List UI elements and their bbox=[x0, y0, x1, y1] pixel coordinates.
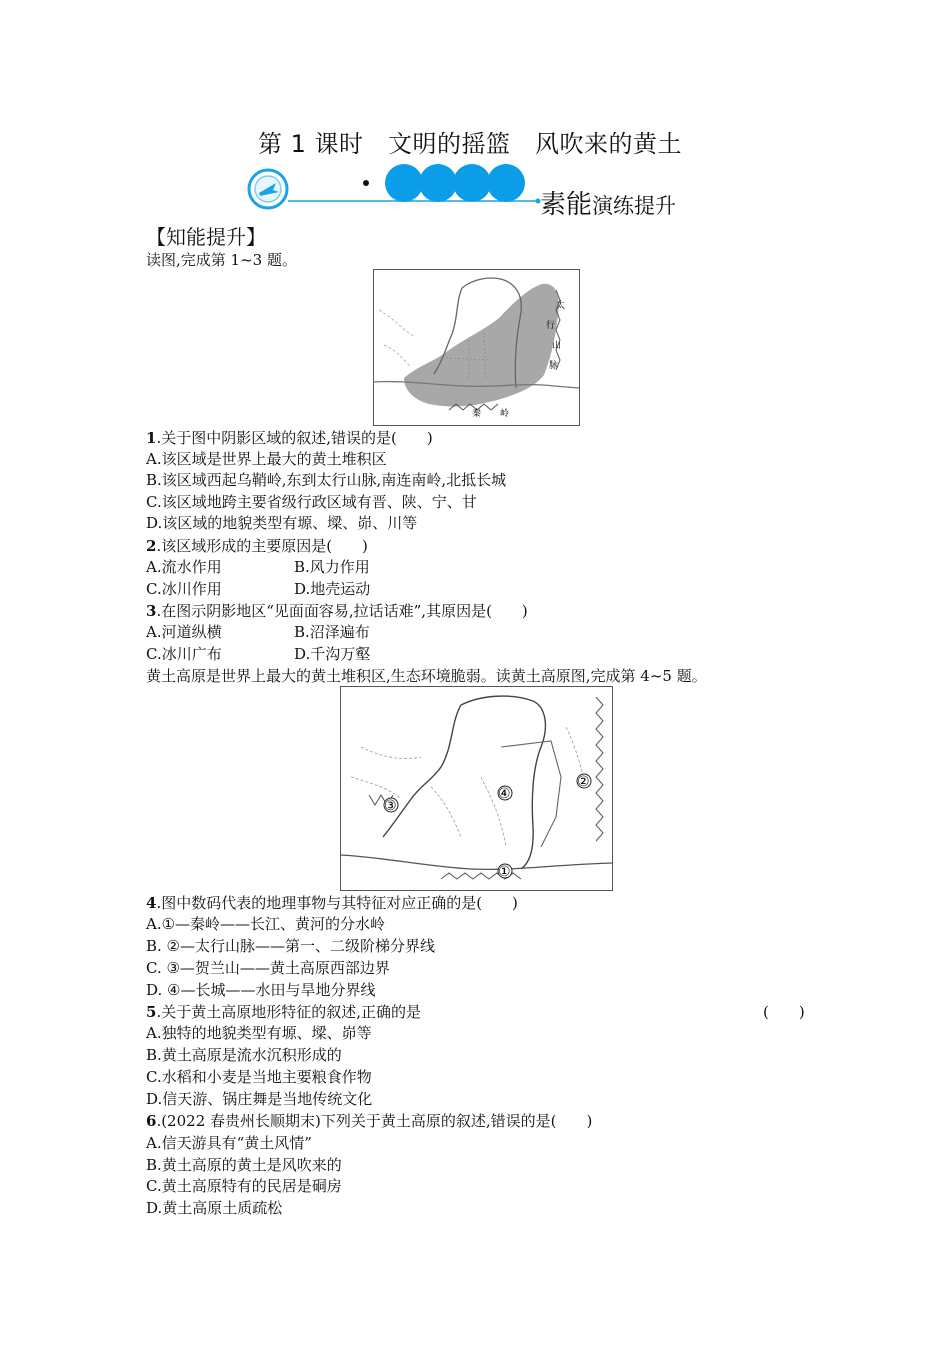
question-number: 2 bbox=[146, 537, 157, 555]
map1-label: 山 bbox=[552, 341, 562, 351]
question-stem: .图中数码代表的地理事物与其特征对应正确的是( ) bbox=[156, 894, 518, 912]
option: C.水稻和小麦是当地主要粮食作物 bbox=[146, 1068, 372, 1086]
option: D.千沟万壑 bbox=[294, 645, 371, 663]
option: B. ②—太行山脉——第一、二级阶梯分界线 bbox=[146, 937, 436, 955]
section-title: 【知能提升】 bbox=[146, 225, 266, 249]
question-6 bbox=[146, 1111, 592, 1131]
option: D. ④—长城——水田与旱地分界线 bbox=[146, 981, 376, 999]
question-number: 3 bbox=[146, 602, 157, 620]
option: C. ③—贺兰山——黄土高原西部边界 bbox=[146, 959, 390, 977]
option: C.冰川广布 bbox=[146, 645, 222, 663]
option: D.该区域的地貌类型有塬、墚、峁、川等 bbox=[146, 514, 418, 532]
map1-label: 太 bbox=[556, 301, 566, 311]
question-stem: .在图示阴影地区“见面面容易,拉话话难”,其原因是( ) bbox=[156, 602, 528, 620]
question-number: 6 bbox=[146, 1112, 157, 1130]
map1-label: 岭 bbox=[500, 409, 510, 419]
option: B.黄土高原的黄土是风吹来的 bbox=[146, 1156, 342, 1174]
option: A.河道纵横 bbox=[146, 623, 222, 641]
question-number: 4 bbox=[146, 894, 157, 912]
map1-label: 脉 bbox=[549, 361, 559, 371]
option: B.风力作用 bbox=[294, 558, 370, 576]
banner-label bbox=[540, 184, 676, 221]
question-stem: .(2022 春贵州长顺期末)下列关于黄土高原的叙述,错误的是( ) bbox=[156, 1112, 593, 1130]
option: C.黄土高原特有的民居是硐房 bbox=[146, 1177, 342, 1195]
map2-marker: ④ bbox=[498, 786, 511, 802]
question-stem: .该区域形成的主要原因是( ) bbox=[156, 537, 368, 555]
question-1 bbox=[146, 428, 433, 448]
option: A.①—秦岭——长江、黄河的分水岭 bbox=[146, 915, 386, 933]
loess-plateau-map-1 bbox=[373, 269, 580, 426]
page-title: 第 1 课时 文明的摇篮 风吹来的黄土 bbox=[258, 130, 683, 158]
map1-label: 行 bbox=[546, 321, 556, 331]
option: B.黄土高原是流水沉积形成的 bbox=[146, 1046, 342, 1064]
option: B.沼泽遍布 bbox=[294, 623, 370, 641]
intro-1: 读图,完成第 1~3 题。 bbox=[146, 251, 297, 269]
banner-big-text: 素能 bbox=[540, 190, 593, 220]
option: A.流水作用 bbox=[146, 558, 222, 576]
option: D.地壳运动 bbox=[294, 580, 371, 598]
intro-2: 黄土高原是世界上最大的黄土堆积区,生态环境脆弱。读黄土高原图,完成第 4~5 题。 bbox=[146, 667, 707, 685]
option: A.该区域是世界上最大的黄土堆积区 bbox=[146, 450, 387, 468]
question-stem: .关于黄土高原地形特征的叙述,正确的是 bbox=[156, 1003, 421, 1021]
map2-marker: ② bbox=[577, 774, 590, 790]
option: D.信天游、锅庄舞是当地传统文化 bbox=[146, 1090, 373, 1108]
option: A.信天游具有“黄土风情” bbox=[146, 1134, 312, 1152]
question-stem: .关于图中阴影区域的叙述,错误的是( ) bbox=[156, 429, 433, 447]
question-number: 1 bbox=[146, 429, 157, 447]
option: A.独特的地貌类型有塬、墚、峁等 bbox=[146, 1024, 372, 1042]
option: C.该区域地跨主要省级行政区域有晋、陕、宁、甘 bbox=[146, 493, 477, 511]
option: D.黄土高原土质疏松 bbox=[146, 1199, 283, 1217]
map2-marker: ① bbox=[498, 864, 511, 880]
question-5 bbox=[146, 1002, 421, 1022]
answer-paren: ( ) bbox=[763, 1003, 805, 1021]
loess-plateau-map-2 bbox=[340, 686, 613, 891]
question-2 bbox=[146, 536, 368, 556]
question-4 bbox=[146, 893, 518, 913]
question-3 bbox=[146, 601, 528, 621]
map1-label: 秦 bbox=[472, 409, 482, 419]
option: B.该区域西起乌鞘岭,东到太行山脉,南连南岭,北抵长城 bbox=[146, 471, 507, 489]
option: C.冰川作用 bbox=[146, 580, 222, 598]
banner-small-text: 演练提升 bbox=[592, 194, 677, 218]
question-number: 5 bbox=[146, 1003, 157, 1021]
map2-marker: ③ bbox=[384, 798, 397, 814]
